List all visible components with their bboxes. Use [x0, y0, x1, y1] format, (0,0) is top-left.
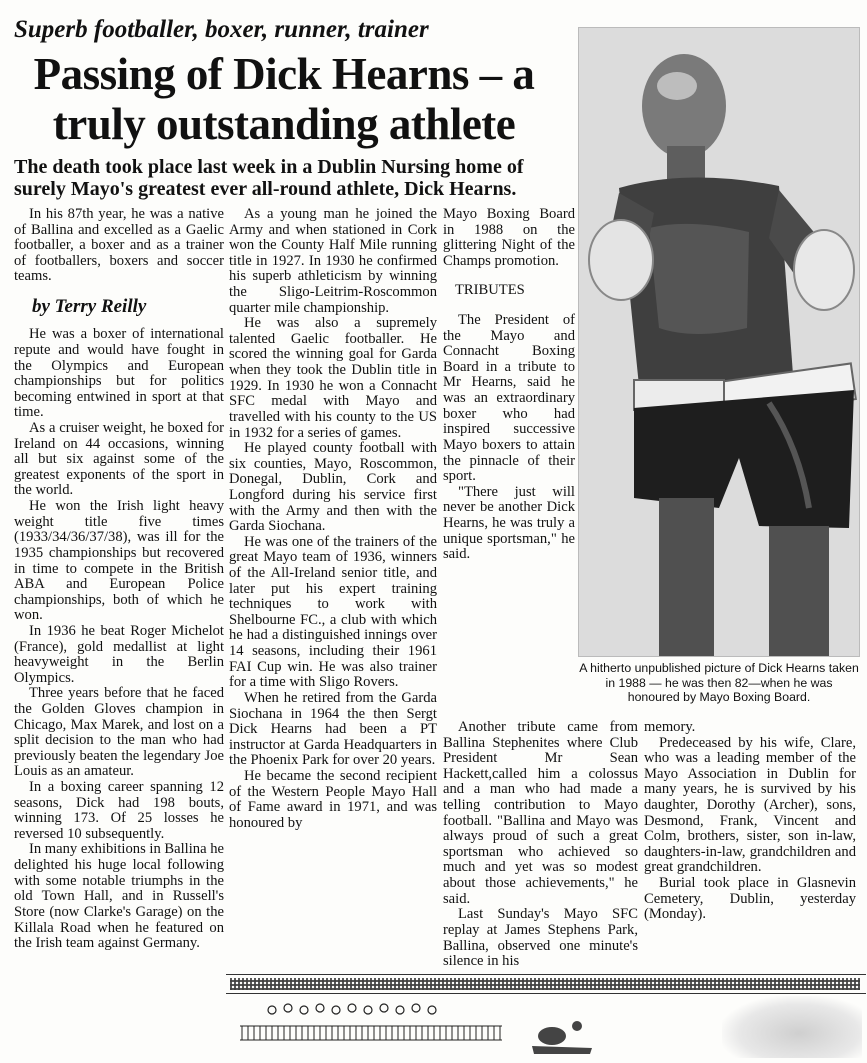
- divider: [226, 974, 866, 975]
- column-2: [229, 207, 437, 831]
- paragraph: "There just will never be another Dick Hearns, he was truly a unique sportsman," he said.: [443, 483, 575, 563]
- paragraph: Predeceased by his wife, Clare, who was a leading member of the Mayo Association in Dublin for many years, he is survived by his daughter, Dorothy (Archer), sons, Desmond, Frank, Vincent and Colm, brothers, sister, son in-law, daughters-in-law, grandchildren and great grandchildren.: [644, 734, 856, 876]
- standfirst: The death took place last week in a Dublin Nursing home of surely Mayo's greatest ever all-round athlete, Dick Hearns.: [14, 156, 524, 201]
- tributes-heading: TRIBUTES: [455, 282, 525, 299]
- column-5: [644, 720, 856, 923]
- paragraph: memory.: [644, 719, 696, 735]
- photo-caption: A hitherto unpublished picture of Dick Hearns taken in 1988 — he was then 82—when he was honoured by Mayo Boxing Board.: [579, 661, 859, 704]
- paragraph: The President of the Mayo and Connacht Boxing Board in a tribute to Mr Hearns, said he was an extraordinary boxer who had inspired successive Mayo boxers to attain the pinnacle of their sport.: [443, 312, 575, 485]
- paragraph: He was one of the trainers of the great Mayo team of 1936, winners of the All-Ireland senior title, and later put his expert training techniques to work with Shelbourne FC., a club with which he had a distinguished innings over 14 seasons, including their 1961 FAI Cup win. He was also trainer for a time with Sligo Rovers.: [229, 533, 437, 691]
- paragraph: He became the second recipient of the Western People Mayo Hall of Fame award in 1971, and was honoured by: [229, 767, 437, 831]
- paragraph: As a young man he joined the Army and when stationed in Cork won the County Half Mile running title in 1927. In 1930 he confirmed his superb athleticism by winning the Sligo-Leitrim-Roscommon quarter mile championship.: [229, 206, 437, 316]
- paragraph: In many exhibitions in Ballina he delighted his huge local following with some notable triumphs in the old Town Hall, and in Russell's Store (now Clarke's Garage) on the Killala Road when he featured on the Irish team against Germany.: [14, 841, 224, 952]
- column-1: [14, 207, 224, 952]
- kicker: Superb footballer, boxer, runner, trainer: [14, 16, 429, 43]
- paragraph: As a cruiser weight, he boxed for Ireland on 44 occasions, winning all but six against some of the greatest exponents of the sport in the world.: [14, 420, 224, 499]
- paragraph: Last Sunday's Mayo SFC replay at James Stephens Park, Ballina, observed one minute's silence in his: [443, 906, 638, 970]
- boxer-photo: [578, 27, 860, 657]
- flower-fence-icon: [232, 996, 612, 1058]
- paragraph: He won the Irish light heavy weight title five times (1933/34/36/37/38), was ill for the 1935 championships but recovered in time to compete in the British ABA and European Police championships, both of which he won.: [14, 498, 224, 624]
- paragraph: He was also a supremely talented Gaelic footballer. He scored the winning goal for Garda when they took the Dublin title in 1929. In 1930 he won a Connacht SFC medal with Mayo and travelled with his county to the US in 1932 for a series of games.: [229, 315, 437, 441]
- paragraph: He played county football with six counties, Mayo, Roscommon, Donegal, Dublin, Cork and Longford during his service first with the Army and then with the Garda Siochana.: [229, 440, 437, 535]
- border-strip: [230, 978, 860, 990]
- decorative-image: [722, 996, 862, 1058]
- paragraph: In 1936 he beat Roger Michelot (France), gold medallist at light heavyweight in the Berlin Olympics.: [14, 622, 224, 686]
- divider: [226, 993, 866, 994]
- column-3: [443, 207, 575, 563]
- paragraph: In a boxing career spanning 12 seasons, Dick had 198 bouts, winning 173. Of 25 losses he reversed 10 subsequently.: [14, 779, 224, 842]
- paragraph: Three years before that he faced the Golden Gloves champion in Chicago, Max Marek, and lost on a split decision to the man who had previously beaten the legendary Joe Louis as an amateur.: [14, 685, 224, 780]
- intro-paragraph: In his 87th year, he was a native of Ballina and excelled as a Gaelic footballer, a boxer and as a trainer of footballers, boxers and soccer teams.: [14, 206, 224, 285]
- column-4: [443, 720, 638, 970]
- byline: by Terry Reilly: [32, 296, 147, 318]
- boxer-illustration: [579, 28, 859, 656]
- decorative-flower-fence: [232, 996, 612, 1058]
- headline: Passing of Dick Hearns – a truly outstanding athlete: [33, 49, 535, 149]
- paragraph: When he retired from the Garda Siochana in 1964 the then Sergt Dick Hearns had been a PT instructor at Garda Headquarters in the Phoenix Park for over 20 years.: [229, 689, 437, 769]
- paragraph: Another tribute came from Ballina Stephenites where Club President Mr Sean Hackett,called him a colossus and a man who had made a telling contribution to Mayo football. "Ballina and Mayo was always proud of such a great sportsman who achieved so much and yet was so modest about those achievements," he said.: [443, 719, 638, 907]
- paragraph: He was a boxer of international repute and would have fought in the Olympics and European championships but for politics becoming entwined in sport at that time.: [14, 326, 224, 421]
- paragraph: Burial took place in Glasnevin Cemetery, Dublin, yesterday (Monday).: [644, 875, 856, 923]
- paragraph: Mayo Boxing Board in 1988 on the glittering Night of the Champs promotion.: [443, 206, 575, 269]
